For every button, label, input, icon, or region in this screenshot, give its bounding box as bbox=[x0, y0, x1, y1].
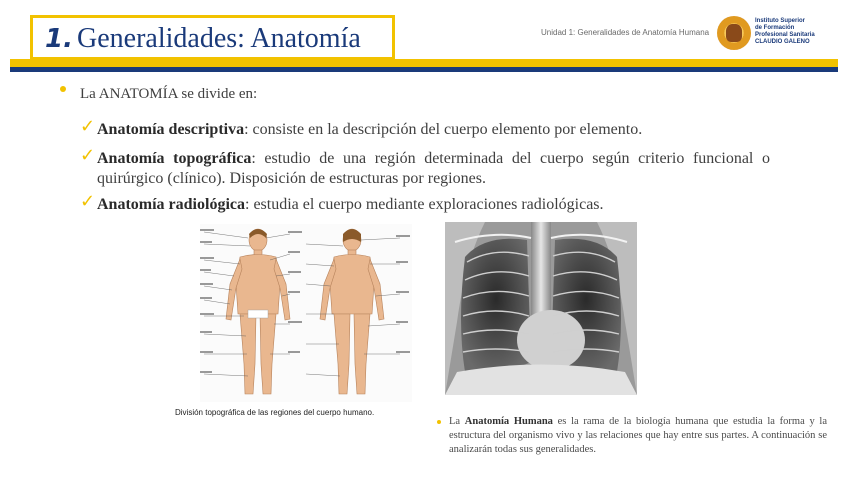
header-divider-yellow bbox=[10, 59, 838, 67]
item-text: : consiste en la descripción del cuerpo elemento por elemento. bbox=[244, 121, 643, 138]
definition-paragraph: La Anatomía Humana es la rama de la biología humana que estudia la forma y la estructura del organismo vivo y las relaciones que hay entre sus partes. A continuación se analizarán todas sus generalidades. bbox=[449, 416, 827, 455]
check-icon: ✓ bbox=[80, 191, 96, 212]
header-divider-blue bbox=[10, 67, 838, 72]
item-text: : estudio de una región determinada del cuerpo según criterio funcional o quirúrgico (clínico). Disposición de estructuras por regiones. bbox=[97, 150, 770, 187]
check-icon: ✓ bbox=[80, 116, 96, 137]
institution-name: Instituto Superior de Formación Profesional Sanitaria CLAUDIO GALENO bbox=[755, 18, 815, 45]
page-title: Generalidades: Anatomía bbox=[77, 23, 361, 54]
item-term: Anatomía radiológica bbox=[97, 196, 245, 213]
unit-label: Unidad 1: Generalidades de Anatomía Humana bbox=[541, 28, 710, 37]
chest-xray-image bbox=[445, 222, 637, 395]
item-term: Anatomía topográfica bbox=[97, 150, 252, 167]
back-figure bbox=[320, 229, 384, 394]
paragraph-term: Anatomía Humana bbox=[464, 416, 553, 427]
list-item-radiologica bbox=[80, 191, 770, 215]
title-box bbox=[30, 15, 395, 60]
bullet-icon bbox=[60, 86, 66, 92]
title-number: 1. bbox=[45, 24, 73, 54]
list-item-topografica bbox=[80, 145, 770, 189]
list-item-descriptiva bbox=[80, 116, 770, 140]
item-term: Anatomía descriptiva bbox=[97, 121, 245, 138]
item-text: : estudia el cuerpo mediante exploraciones radiológicas. bbox=[245, 196, 604, 213]
bullet-icon bbox=[437, 420, 441, 424]
body-regions-figure bbox=[200, 224, 412, 402]
check-icon: ✓ bbox=[80, 145, 96, 166]
seal-logo bbox=[717, 16, 751, 50]
intro-text: La ANATOMÍA se divide en: bbox=[80, 86, 258, 102]
figure-caption: División topográfica de las regiones del cuerpo humano. bbox=[175, 408, 375, 417]
